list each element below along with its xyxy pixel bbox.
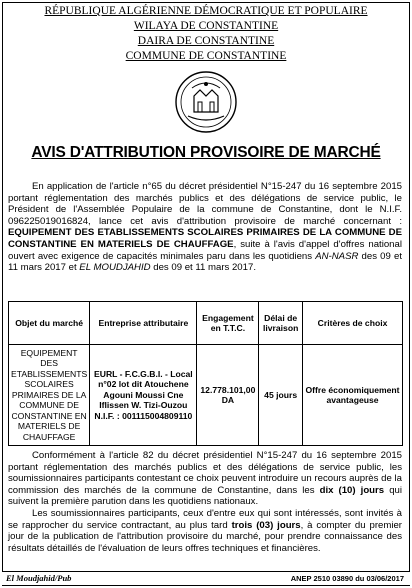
intro-text-7: des 09 et 11 mars 2017. (150, 262, 256, 274)
footer-anep-reference: ANEP 2510 03890 du 03/06/2017 (290, 574, 404, 583)
cell-montant: 12.778.101,00 DA (197, 345, 259, 446)
col-header-objet: Objet du marché (9, 302, 90, 345)
invitation-delay: trois (03) jours (231, 519, 301, 531)
notice-title: AVIS D'ATTRIBUTION PROVISOIRE DE MARCHÉ (31, 144, 381, 161)
intro-subject: EQUIPEMENT DES ETABLISSEMENTS SCOLAIRES PRIMAIRES DE LA COMMUNE DE CONSTANTINE EN MATERIELS DE CHAUFFAGE (8, 227, 402, 250)
table-row (9, 345, 403, 446)
header-commune: COMMUNE DE CONSTANTINE (125, 50, 287, 62)
intro-newspaper-1: AN-NASR (315, 250, 359, 262)
cell-delai: 45 jours (259, 345, 303, 446)
intro-paragraph (8, 181, 402, 274)
attribution-table (8, 301, 403, 446)
col-header-entreprise: Entreprise attributaire (90, 302, 197, 345)
intro-text-5: des 09 et 11 mars 2017 et (8, 250, 402, 274)
header-republic: RÉPUBLIQUE ALGÉRIENNE DÉMOCRATIQUE ET POPULAIRE (44, 5, 368, 17)
header-daira: DAIRA DE CONSTANTINE (137, 35, 275, 47)
intro-text-1: En application de l'article n°65 du décret présidentiel N°15-247 du 16 septembre 2015 portant réglementation des marchés publics et des délégations de service public, le Président de l'Assemblée Populaire de la commune de Constantine, dont le N.I.F. 096225019016824, lance cet avis d'attribution provisoire de marché concernant : (8, 181, 402, 227)
outro-paragraphs (8, 450, 402, 554)
cell-entreprise: EURL - F.C.G.B.I. - Local n°02 lot dit Atouchene Agouni Moussi Cne Iflissen W. Tizi-Ouzou N.I.F. : 001115004809110 (90, 345, 197, 446)
recours-text: Conformément à l'article 82 du décret présidentiel N°15-247 du 16 septembre 2015 portant réglementation des marchés publics et des délégations de service public, les soumissionnaires participants contestant ce choix peuvent introduire un recours auprès de la commission des marchés de la commune de Constantine, dans les (8, 450, 402, 496)
cell-objet: EQUIPEMENT DES ETABLISSEMENTS SCOLAIRES PRIMAIRES DE LA COMMUNE DE CONSTANTINE EN MATERIELS DE CHAUFFAGE (9, 345, 90, 446)
footer-rule (2, 585, 410, 586)
footer-publication: El Moudjahid/Pub (6, 573, 72, 583)
invitation-paragraph (8, 508, 402, 554)
recours-delay: dix (10) jours (319, 484, 385, 496)
header-wilaya: WILAYA DE CONSTANTINE (133, 20, 279, 32)
commune-emblem-icon (174, 70, 238, 134)
table-header-row (9, 302, 403, 345)
intro-text-3: , suite à l'avis d'appel d'offres national ouvert avec exigence de capacités minimales paru dans les quotidiens (8, 238, 402, 262)
col-header-criteres: Critères de choix (303, 302, 403, 345)
invitation-text-end: , à compter du premier jour de la publication de l'attribution provisoire du marché, pour prendre connaissance des résultats détaillés de l'évaluation de leurs offres techniques et financières. (8, 519, 403, 554)
cell-criteres: Offre économiquement avantageuse (303, 345, 403, 446)
intro-newspaper-2: EL MOUDJAHID (79, 262, 151, 274)
col-header-engagement: Engagement en T.T.C. (197, 302, 259, 345)
recours-text-end: qui suivent la première parution dans les quotidiens nationaux. (8, 484, 403, 508)
invitation-text: Les soumissionnaires participants, ceux d'entre eux qui sont intéressés, sont invités à se rapprocher du service contractant, au plus tard (8, 507, 402, 531)
recours-paragraph (8, 450, 402, 508)
col-header-delai: Délai de livraison (259, 302, 303, 345)
